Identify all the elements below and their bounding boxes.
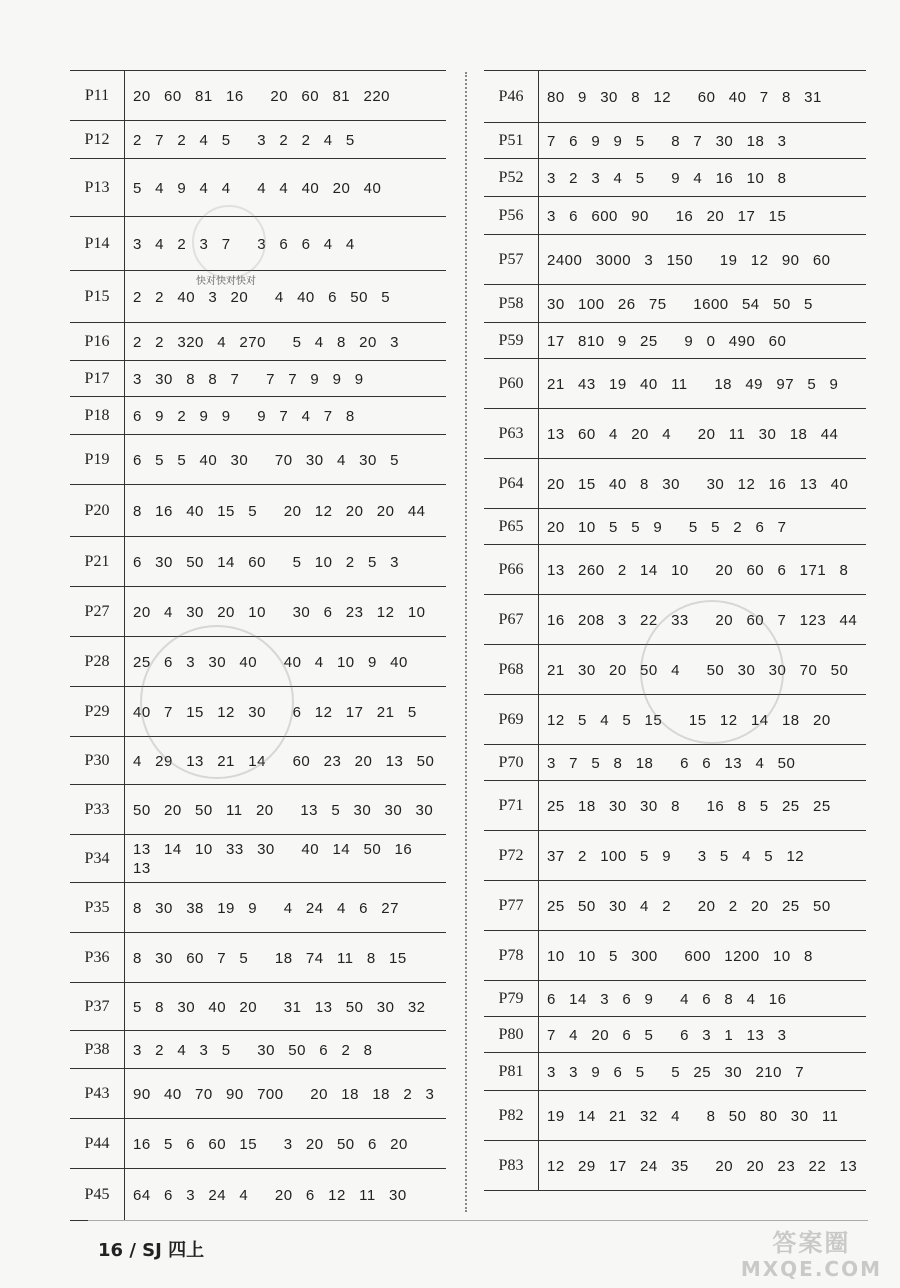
page-number: P28 <box>70 637 125 687</box>
answer-row <box>484 285 866 323</box>
answer-values: 2 2 320 4 270 5 4 8 20 3 <box>125 323 447 361</box>
page-number: P21 <box>70 537 125 587</box>
answer-row <box>70 271 446 323</box>
page-number: P34 <box>70 835 125 883</box>
answer-row <box>484 1053 866 1091</box>
answer-row <box>484 981 866 1017</box>
page-number: P58 <box>484 285 539 323</box>
page-number: P45 <box>70 1169 125 1221</box>
answer-values: 6 9 2 9 9 9 7 4 7 8 <box>125 397 447 435</box>
answer-row <box>70 587 446 637</box>
answer-row <box>70 485 446 537</box>
page-number: P63 <box>484 409 539 459</box>
answer-values: 7 4 20 6 5 6 3 1 13 3 <box>539 1017 867 1053</box>
answer-row <box>70 883 446 933</box>
page-number: P12 <box>70 121 125 159</box>
answer-row <box>484 235 866 285</box>
answer-values: 8 16 40 15 5 20 12 20 20 44 <box>125 485 447 537</box>
answer-values: 25 6 3 30 40 40 4 10 9 40 <box>125 637 447 687</box>
answer-values: 5 4 9 4 4 4 4 40 20 40 <box>125 159 447 217</box>
answer-row <box>484 881 866 931</box>
page-number: P83 <box>484 1141 539 1191</box>
page-number: P43 <box>70 1069 125 1119</box>
page-number: P27 <box>70 587 125 637</box>
answer-row <box>70 637 446 687</box>
page-number: P15 <box>70 271 125 323</box>
answer-row <box>484 695 866 745</box>
answer-row <box>70 397 446 435</box>
page-number: P18 <box>70 397 125 435</box>
answer-values: 90 40 70 90 700 20 18 18 2 3 <box>125 1069 447 1119</box>
page-number: P33 <box>70 785 125 835</box>
page-number: P69 <box>484 695 539 745</box>
answer-values: 5 8 30 40 20 31 13 50 30 32 <box>125 983 447 1031</box>
answer-values: 3 2 4 3 5 30 50 6 2 8 <box>125 1031 447 1069</box>
page-number: P70 <box>484 745 539 781</box>
answer-values: 40 7 15 12 30 6 12 17 21 5 <box>125 687 447 737</box>
answer-values: 12 5 4 5 15 15 12 14 18 20 <box>539 695 867 745</box>
column-divider <box>465 72 467 1212</box>
answer-values: 7 6 9 9 5 8 7 30 18 3 <box>539 123 867 159</box>
answer-row <box>484 595 866 645</box>
answer-row <box>484 197 866 235</box>
page-number: P16 <box>70 323 125 361</box>
answer-row <box>70 1169 446 1221</box>
answer-row <box>70 1069 446 1119</box>
answer-row <box>484 71 866 123</box>
answer-row <box>484 831 866 881</box>
answer-values: 2 2 40 3 20 4 40 6 50 5 <box>125 271 447 323</box>
page-number: P81 <box>484 1053 539 1091</box>
page-number: P59 <box>484 323 539 359</box>
page-number: P64 <box>484 459 539 509</box>
answer-values: 19 14 21 32 4 8 50 80 30 11 <box>539 1091 867 1141</box>
page-number: P46 <box>484 71 539 123</box>
answer-row <box>484 1141 866 1191</box>
answer-values: 8 30 38 19 9 4 24 4 6 27 <box>125 883 447 933</box>
answer-values: 3 7 5 8 18 6 6 13 4 50 <box>539 745 867 781</box>
answer-row <box>70 785 446 835</box>
page-number: P30 <box>70 737 125 785</box>
answer-values: 3 3 9 6 5 5 25 30 210 7 <box>539 1053 867 1091</box>
answer-row <box>70 121 446 159</box>
answer-values: 50 20 50 11 20 13 5 30 30 30 <box>125 785 447 835</box>
answer-row <box>70 687 446 737</box>
answer-values: 10 10 5 300 600 1200 10 8 <box>539 931 867 981</box>
answer-row <box>70 71 446 121</box>
page-number: P44 <box>70 1119 125 1169</box>
page-number: P78 <box>484 931 539 981</box>
right-answer-table <box>484 70 866 1191</box>
page-number: P19 <box>70 435 125 485</box>
page-number: P67 <box>484 595 539 645</box>
answer-values: 3 4 2 3 7 3 6 6 4 4 <box>125 217 447 271</box>
answer-values: 3 6 600 90 16 20 17 15 <box>539 197 867 235</box>
answer-row <box>70 983 446 1031</box>
page-number: P11 <box>70 71 125 121</box>
answer-values: 21 43 19 40 11 18 49 97 5 9 <box>539 359 867 409</box>
page-number: P51 <box>484 123 539 159</box>
page-number: P29 <box>70 687 125 737</box>
left-answer-column <box>70 70 446 1221</box>
page-number: P68 <box>484 645 539 695</box>
answer-values: 8 30 60 7 5 18 74 11 8 15 <box>125 933 447 983</box>
answer-values: 30 100 26 75 1600 54 50 5 <box>539 285 867 323</box>
answer-row <box>484 323 866 359</box>
answer-row <box>484 459 866 509</box>
answer-row <box>484 123 866 159</box>
right-answer-column <box>484 70 866 1191</box>
footer-rule <box>88 1220 868 1221</box>
page-number: P72 <box>484 831 539 881</box>
page-number: P14 <box>70 217 125 271</box>
answer-values: 20 4 30 20 10 30 6 23 12 10 <box>125 587 447 637</box>
answer-row <box>484 645 866 695</box>
answer-values: 20 10 5 5 9 5 5 2 6 7 <box>539 509 867 545</box>
answer-row <box>484 359 866 409</box>
page-number: P13 <box>70 159 125 217</box>
answer-values: 16 208 3 22 33 20 60 7 123 44 <box>539 595 867 645</box>
page-footer: 16 / SJ 四上 <box>98 1240 205 1261</box>
answer-values: 21 30 20 50 4 50 30 30 70 50 <box>539 645 867 695</box>
left-answer-table <box>70 70 446 1221</box>
page-number: P82 <box>484 1091 539 1141</box>
page-number: P79 <box>484 981 539 1017</box>
answer-values: 20 15 40 8 30 30 12 16 13 40 <box>539 459 867 509</box>
watermark-line1: 答案圈 <box>772 1229 851 1257</box>
answer-row <box>70 1031 446 1069</box>
answer-values: 16 5 6 60 15 3 20 50 6 20 <box>125 1119 447 1169</box>
watermark-line2: MXQE.COM <box>740 1257 882 1281</box>
answer-row <box>70 1119 446 1169</box>
answer-row <box>484 781 866 831</box>
answer-row <box>70 537 446 587</box>
page-number: P65 <box>484 509 539 545</box>
answer-values: 13 60 4 20 4 20 11 30 18 44 <box>539 409 867 459</box>
answer-values: 64 6 3 24 4 20 6 12 11 30 <box>125 1169 447 1221</box>
answer-values: 2 7 2 4 5 3 2 2 4 5 <box>125 121 447 159</box>
page-number: P17 <box>70 361 125 397</box>
answer-values: 3 30 8 8 7 7 7 9 9 9 <box>125 361 447 397</box>
answer-values: 17 810 9 25 9 0 490 60 <box>539 323 867 359</box>
answer-values: 13 14 10 33 30 40 14 50 16 13 <box>125 835 447 883</box>
page-number: P80 <box>484 1017 539 1053</box>
answer-row <box>70 835 446 883</box>
answer-row <box>484 1017 866 1053</box>
answer-values: 25 18 30 30 8 16 8 5 25 25 <box>539 781 867 831</box>
answer-row <box>484 1091 866 1141</box>
page-number: P56 <box>484 197 539 235</box>
page-number: P77 <box>484 881 539 931</box>
answer-row <box>484 931 866 981</box>
answer-values: 6 5 5 40 30 70 30 4 30 5 <box>125 435 447 485</box>
answer-row <box>70 159 446 217</box>
answer-row <box>484 159 866 197</box>
page-number: P71 <box>484 781 539 831</box>
answer-row <box>70 933 446 983</box>
page-number: P20 <box>70 485 125 537</box>
answer-values: 2400 3000 3 150 19 12 90 60 <box>539 235 867 285</box>
stamp-text: 快对快对快对 <box>196 276 256 287</box>
page-number: P52 <box>484 159 539 197</box>
page-number: P60 <box>484 359 539 409</box>
page-number: P57 <box>484 235 539 285</box>
page-number: P35 <box>70 883 125 933</box>
answer-values: 20 60 81 16 20 60 81 220 <box>125 71 447 121</box>
answer-values: 37 2 100 5 9 3 5 4 5 12 <box>539 831 867 881</box>
answer-values: 4 29 13 21 14 60 23 20 13 50 <box>125 737 447 785</box>
answer-row <box>484 409 866 459</box>
answer-row <box>484 545 866 595</box>
page-number: P38 <box>70 1031 125 1069</box>
page-number: P66 <box>484 545 539 595</box>
answer-row <box>70 323 446 361</box>
site-watermark <box>741 1230 882 1282</box>
answer-values: 3 2 3 4 5 9 4 16 10 8 <box>539 159 867 197</box>
answer-row <box>70 361 446 397</box>
answer-values: 12 29 17 24 35 20 20 23 22 13 <box>539 1141 867 1191</box>
page-number: P37 <box>70 983 125 1031</box>
answer-values: 13 260 2 14 10 20 60 6 171 8 <box>539 545 867 595</box>
answer-values: 25 50 30 4 2 20 2 20 25 50 <box>539 881 867 931</box>
answer-row <box>484 745 866 781</box>
answer-row <box>484 509 866 545</box>
page-number: P36 <box>70 933 125 983</box>
answer-row <box>70 737 446 785</box>
answer-values: 6 30 50 14 60 5 10 2 5 3 <box>125 537 447 587</box>
answer-values: 80 9 30 8 12 60 40 7 8 31 <box>539 71 867 123</box>
answer-row <box>70 435 446 485</box>
answer-row <box>70 217 446 271</box>
answer-values: 6 14 3 6 9 4 6 8 4 16 <box>539 981 867 1017</box>
